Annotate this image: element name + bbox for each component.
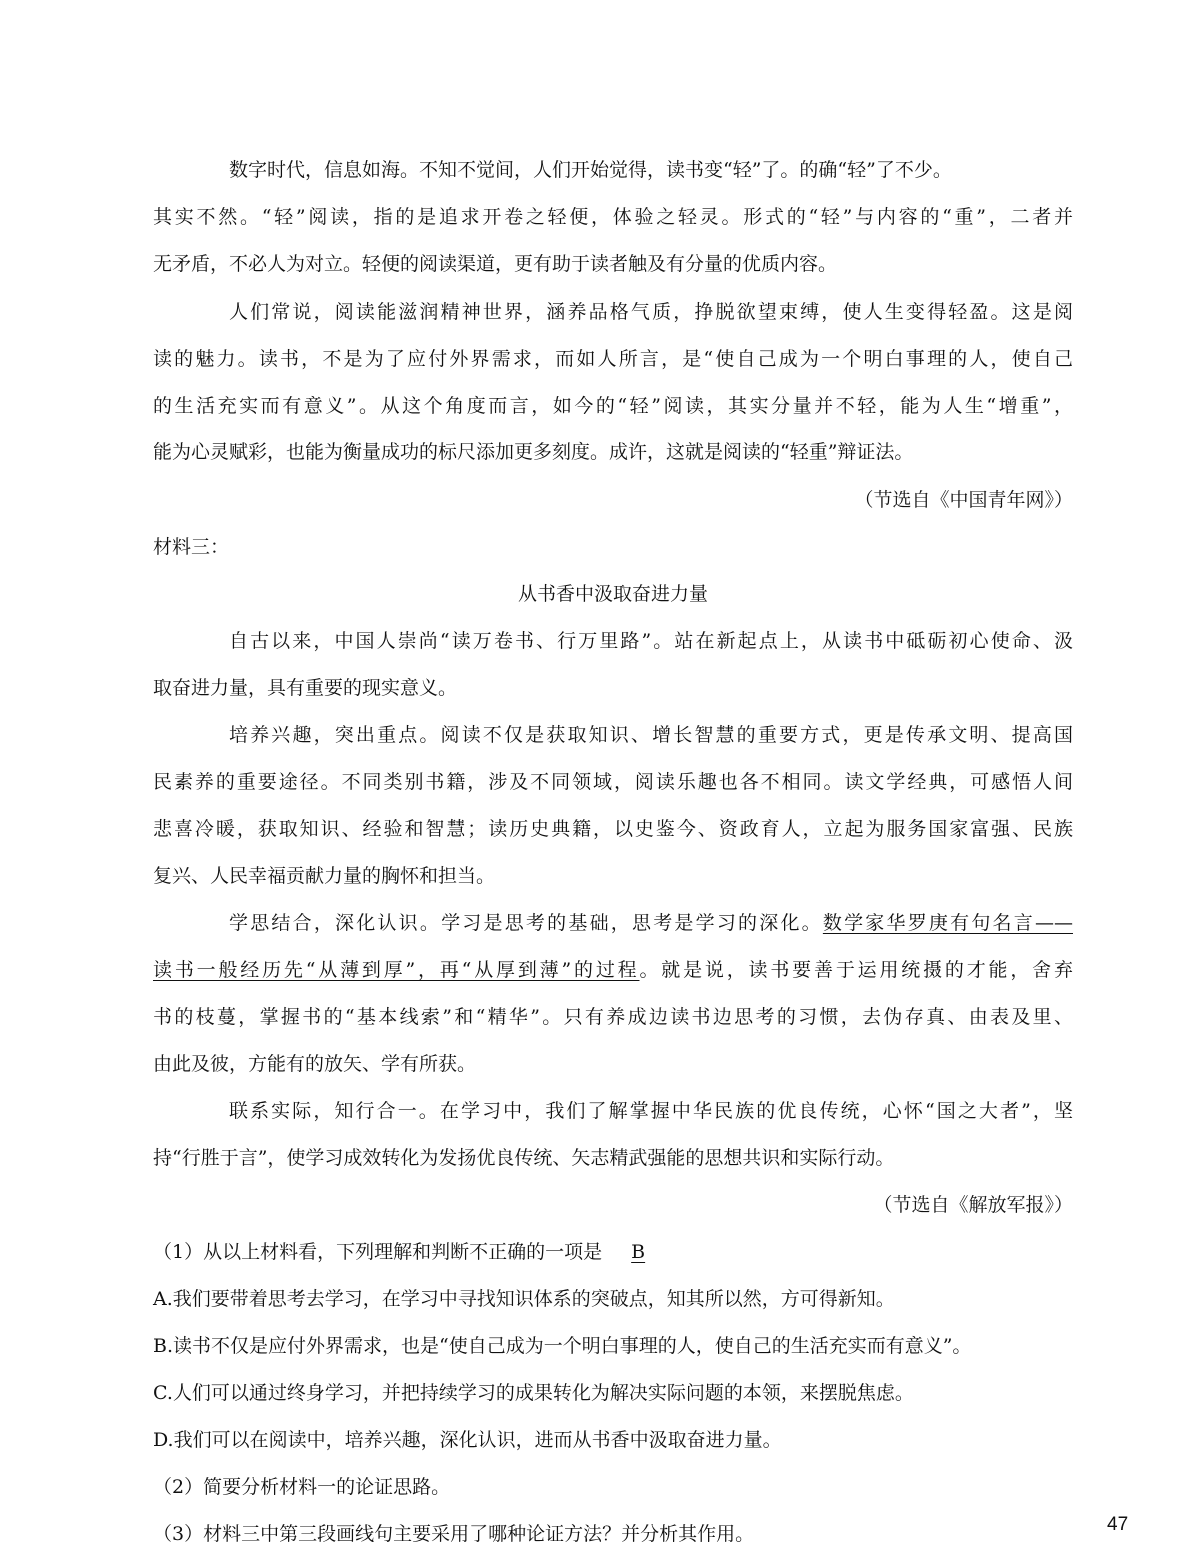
page-number: 47 <box>1107 1514 1129 1535</box>
question-1 <box>153 1240 668 1264</box>
p2-line-4: 能为心灵赋彩，也能为衡量成功的标尺添加更多刻度。成许，这就是阅读的“轻重”辩证法。 <box>153 441 914 463</box>
p5-line-3: 书的枝蔓，掌握书的“基本线索”和“精华”。只有养成边读书边思考的习惯，去伪存真、由表及里、 <box>153 1006 1073 1028</box>
p2-line-2: 读的魅力。读书，不是为了应付外界需求，而如人所言，是“使自己成为一个明白事理的人，使自己 <box>153 348 1073 370</box>
p4-line-3: 悲喜冷暖，获取知识、经验和智慧；读历史典籍，以史鉴今、资政育人，立起为服务国家富强、民族 <box>153 818 1073 840</box>
question-1-stem: （1）从以上材料看，下列理解和判断不正确的一项是 <box>153 1241 603 1263</box>
p3-line-2: 取奋进力量，具有重要的现实意义。 <box>153 677 458 699</box>
p6-line-1: 联系实际，知行合一。在学习中，我们了解掌握中华民族的优良传统，心怀“国之大者”，坚 <box>229 1100 1073 1122</box>
material-3-label: 材料三： <box>153 536 230 558</box>
p3-line-1: 自古以来，中国人崇尚“读万卷书、行万里路”。站在新起点上，从读书中砥砺初心使命、汲 <box>229 630 1073 652</box>
question-1-answer: B <box>631 1241 646 1263</box>
option-b: B.读书不仅是应付外界需求，也是“使自己成为一个明白事理的人，使自己的生活充实而有意义”。 <box>153 1335 972 1357</box>
p4-line-4: 复兴、人民幸福贡献力量的胸怀和担当。 <box>153 865 496 887</box>
source-citation-3: （节选自《解放军报》） <box>873 1194 1073 1216</box>
p6-line-2: 持“行胜于言”，使学习成效转化为发扬优良传统、矢志精武强能的思想共识和实际行动。 <box>153 1147 895 1169</box>
source-citation-2: （节选自《中国青年网》） <box>854 489 1073 511</box>
p1-line-1: 数字时代，信息如海。不知不觉间，人们开始觉得，读书变“轻”了。的确“轻”了不少。 <box>229 159 952 181</box>
p1-line-2: 其实不然。“轻”阅读，指的是追求开卷之轻便，体验之轻灵。形式的“轻”与内容的“重”，二者并 <box>153 206 1073 228</box>
p4-line-2: 民素养的重要途径。不同类别书籍，涉及不同领域，阅读乐趣也各不相同。读文学经典，可感悟人间 <box>153 771 1073 793</box>
question-3: （3）材料三中第三段画线句主要采用了哪种论证方法？并分析其作用。 <box>153 1523 755 1545</box>
underlined-quote-part-2: 读书一般经历先“从薄到厚”，再“从厚到薄”的过程 <box>153 959 640 981</box>
p2-line-3: 的生活充实而有意义”。从这个角度而言，如今的“轻”阅读，其实分量并不轻，能为人生“增重”， <box>153 395 1073 417</box>
p5-line-1-text: 学思结合，深化认识。学习是思考的基础，思考是学习的深化。 <box>229 912 823 934</box>
material-3-title: 从书香中汲取奋进力量 <box>517 583 708 605</box>
p2-line-1: 人们常说，阅读能滋润精神世界，涵养品格气质，挣脱欲望束缚，使人生变得轻盈。这是阅 <box>229 301 1073 323</box>
p5-line-1 <box>229 911 1073 935</box>
option-c: C.人们可以通过终身学习，并把持续学习的成果转化为解决实际问题的本领，来摆脱焦虑。 <box>153 1382 914 1404</box>
p4-line-1: 培养兴趣，突出重点。阅读不仅是获取知识、增长智慧的重要方式，更是传承文明、提高国 <box>229 724 1073 746</box>
p5-line-2 <box>153 958 1073 982</box>
option-d: D.我们可以在阅读中，培养兴趣，深化认识，进而从书香中汲取奋进力量。 <box>153 1429 782 1451</box>
p5-line-4: 由此及彼，方能有的放矢、学有所获。 <box>153 1053 477 1075</box>
question-2: （2）简要分析材料一的论证思路。 <box>153 1476 451 1498</box>
p1-line-3: 无矛盾，不必人为对立。轻便的阅读渠道，更有助于读者触及有分量的优质内容。 <box>153 253 838 275</box>
underlined-quote-part-1: 数学家华罗庚有句名言—— <box>822 912 1073 934</box>
p5-line-2-text: 。就是说，读书要善于运用统摄的才能，舍弃 <box>639 959 1073 981</box>
option-a: A.我们要带着思考去学习，在学习中寻找知识体系的突破点，知其所以然，方可得新知。 <box>153 1288 895 1310</box>
